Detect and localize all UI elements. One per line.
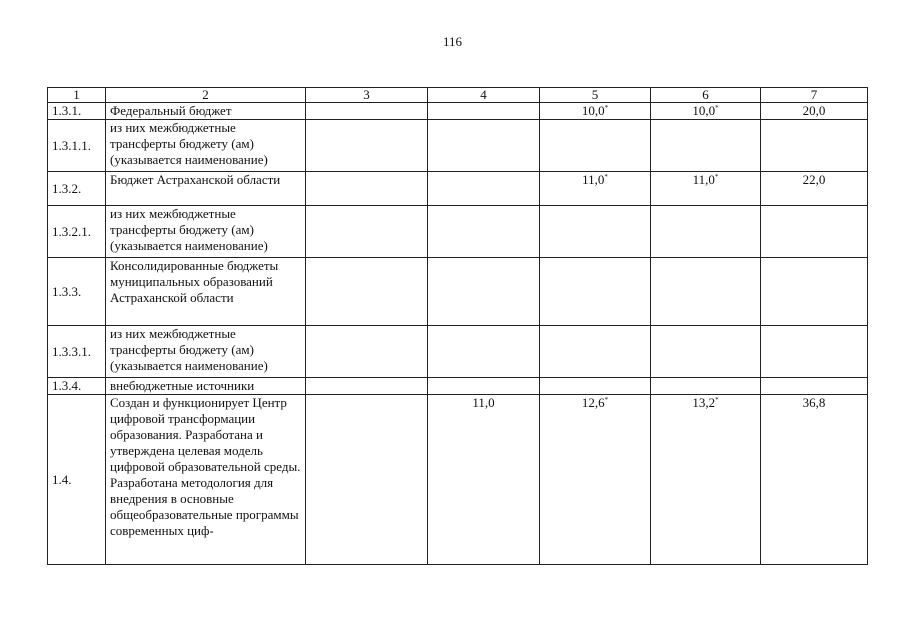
cell-value: 12,6: [581, 395, 605, 410]
cell-col5: [540, 172, 651, 206]
footnote-mark: *: [715, 104, 719, 112]
table-row: [48, 258, 868, 326]
header-cell: 2: [106, 88, 306, 103]
cell-col6: [651, 120, 761, 172]
cell-value: 13,2: [692, 395, 716, 410]
cell-col4: 11,0: [428, 395, 540, 565]
cell-col6: [651, 206, 761, 258]
cell-col4: [428, 326, 540, 378]
cell-col6: [651, 326, 761, 378]
row-code: 1.3.1.: [48, 103, 106, 120]
cell-value: 11,0: [692, 172, 715, 187]
cell-col4: [428, 258, 540, 326]
cell-col5: [540, 258, 651, 326]
cell-col7: [761, 378, 868, 395]
header-cell: 1: [48, 88, 106, 103]
cell-col5: [540, 326, 651, 378]
footnote-mark: *: [604, 396, 609, 404]
header-cell: 3: [306, 88, 428, 103]
cell-col6: [651, 395, 761, 565]
cell-value: 11,0: [582, 172, 605, 187]
table-row: [48, 172, 868, 206]
row-name: Бюджет Астраханской области: [106, 172, 306, 206]
row-code: 1.3.2.1.: [48, 206, 106, 258]
footnote-mark: *: [714, 173, 719, 181]
row-code: 1.3.2.: [48, 172, 106, 206]
row-code: 1.3.4.: [48, 378, 106, 395]
footnote-mark: *: [715, 396, 719, 404]
header-cell: 5: [540, 88, 651, 103]
cell-col3: [306, 395, 428, 565]
table-row: [48, 395, 868, 565]
header-cell: 7: [761, 88, 868, 103]
cell-col3: [306, 206, 428, 258]
cell-col7: [761, 206, 868, 258]
row-code: 1.3.1.1.: [48, 120, 106, 172]
cell-col3: [306, 120, 428, 172]
cell-col4: [428, 120, 540, 172]
cell-col3: [306, 378, 428, 395]
cell-col7: [761, 258, 868, 326]
row-code: 1.4.: [48, 395, 106, 565]
cell-col7: [761, 326, 868, 378]
table-row: [48, 326, 868, 378]
footnote-mark: *: [604, 173, 608, 181]
row-name: из них межбюджетные трансферты бюджету (ам) (указывается наименование): [106, 326, 306, 378]
cell-col3: [306, 172, 428, 206]
page-number: 116: [442, 34, 463, 49]
footnote-mark: *: [604, 104, 609, 112]
cell-col3: [306, 326, 428, 378]
table-row: [48, 103, 868, 120]
header-cell: 6: [651, 88, 761, 103]
cell-col6: [651, 103, 761, 120]
row-name: из них межбюджетные трансферты бюджету (ам) (указывается наименование): [106, 120, 306, 172]
cell-col5: [540, 120, 651, 172]
cell-col4: [428, 206, 540, 258]
cell-col6: [651, 378, 761, 395]
cell-col7: 36,8: [761, 395, 868, 565]
row-name: Консолидированные бюджеты муниципальных образований Астраханской области: [106, 258, 306, 326]
cell-col6: [651, 172, 761, 206]
row-name: Федеральный бюджет: [106, 103, 306, 120]
row-name: внебюджетные источники: [106, 378, 306, 395]
cell-col5: [540, 206, 651, 258]
cell-value: 10,0: [581, 103, 605, 118]
budget-table: [47, 87, 868, 565]
row-name: из них межбюджетные трансферты бюджету (ам) (указывается наименование): [106, 206, 306, 258]
header-cell: 4: [428, 88, 540, 103]
row-name: Создан и функционирует Центр цифровой трансформации образования. Разработана и утверждена целевая модель цифровой образовательной среды. Разработана методология для внедрения в основные общеобразовательные программы современных циф-: [106, 395, 306, 565]
row-code: 1.3.3.: [48, 258, 106, 326]
cell-col4: [428, 172, 540, 206]
cell-col3: [306, 258, 428, 326]
table-row: [48, 206, 868, 258]
cell-col7: [761, 120, 868, 172]
row-code: 1.3.3.1.: [48, 326, 106, 378]
cell-col6: [651, 258, 761, 326]
cell-col4: [428, 103, 540, 120]
cell-col4: [428, 378, 540, 395]
cell-col3: [306, 103, 428, 120]
header-row: [48, 88, 868, 103]
cell-col5: [540, 103, 651, 120]
cell-col5: [540, 378, 651, 395]
cell-col7: 20,0: [761, 103, 868, 120]
cell-col5: [540, 395, 651, 565]
table-row: [48, 378, 868, 395]
cell-value: 10,0: [692, 103, 716, 118]
table-row: [48, 120, 868, 172]
cell-col7: 22,0: [761, 172, 868, 206]
